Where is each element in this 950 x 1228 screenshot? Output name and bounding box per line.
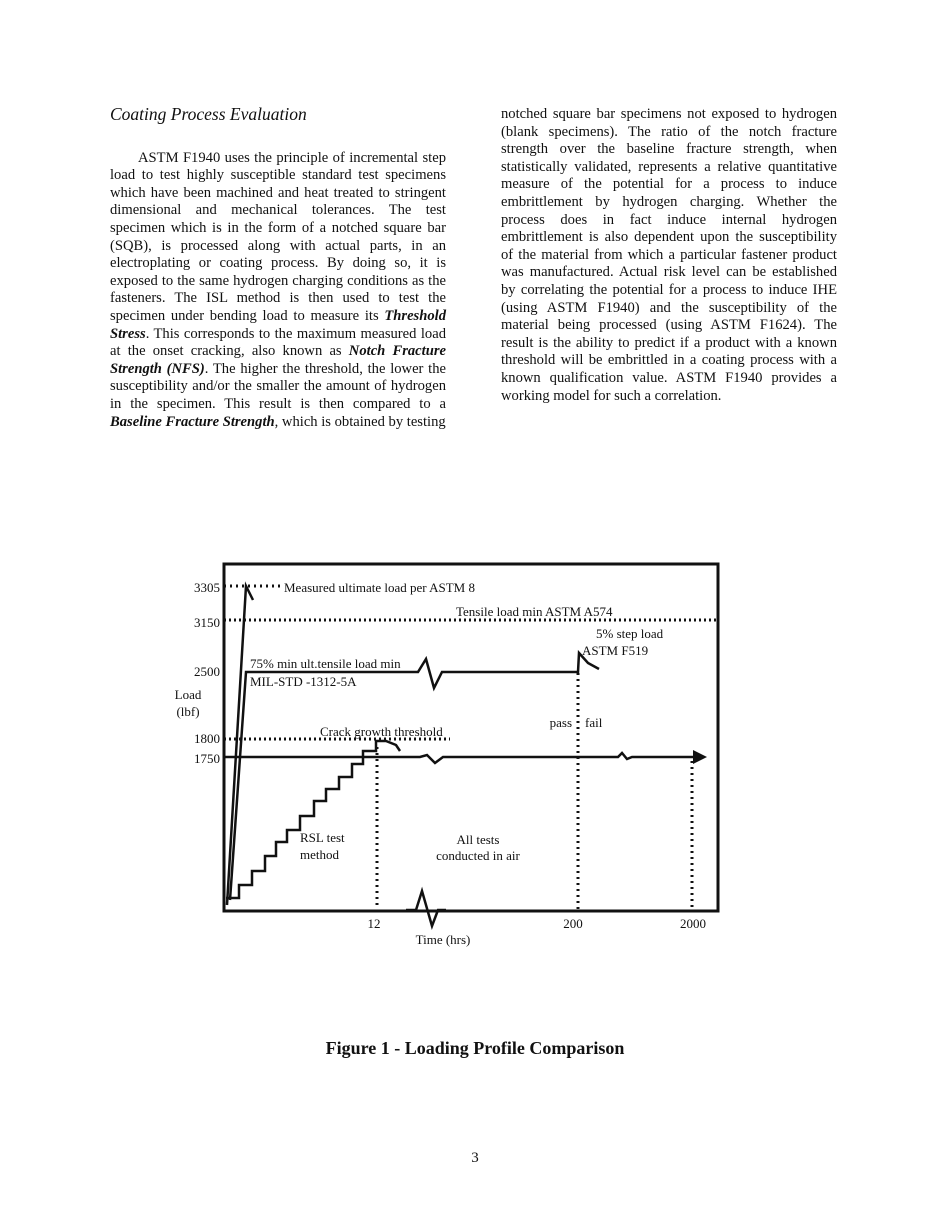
right-body-paragraph: notched square bar specimens not exposed to hydrogen (blank specimens). The ratio of the notch fracture strength over the baseline fracture strength, when statistically validated, represents a relative quantitative measure of the potential for a process to induce embrittlement by hydrogen charging. Whether the process does in fact induce internal hydrogen embrittlement is also dependent upon the susceptibility of the material from which a particular fastener product was manufactured. Actual risk level can be established by correlating the potential for a process to induce IHE (using ASTM F1940) and the susceptibility of the material being processed (using ASTM F1624). The result is the ability to predict if a product with a known threshold will be embrittled in a coating process with a known qualification value. ASTM F1940 provides a working model for such a correlation. [501,106,837,404]
step-load-label-2: ASTM F519 [582,643,649,658]
left-text-3: . The higher the threshold, the lower the susceptibility and/or the smaller the amount of hydrogen in the specimen. This result is then compared to a [110,360,446,412]
section-title: Coating Process Evaluation [110,104,307,124]
left-column [110,106,446,431]
x-axis-break [406,891,446,926]
x-tick-12: 12 [367,916,381,931]
y-label-line1: Load [174,687,202,702]
crack-threshold-label: Crack growth threshold [320,724,443,739]
rsl-label-1: RSL test [300,830,345,845]
mil-std-profile [230,653,599,900]
hold-line-1750 [224,753,693,763]
y-axis [175,580,220,766]
pass-label: pass [549,715,572,730]
x-tick-200: 200 [563,916,583,931]
nfs-term: Notch Fracture Strength (NFS) [110,343,446,377]
y-tick-2500: 2500 [194,664,220,679]
y-tick-3305: 3305 [194,580,220,595]
mil-std-label-1: 75% min ult.tensile load min [250,656,401,671]
baseline-term: Baseline Fracture Strength [110,413,275,430]
left-body-paragraph [110,150,446,432]
y-tick-3150: 3150 [194,615,220,630]
y-tick-1800: 1800 [194,731,220,746]
left-text-4: , which is obtained by testing [274,413,446,430]
tensile-min-label: Tensile load min ASTM A574 [456,604,613,619]
rsl-step-profile [226,741,400,898]
y-tick-1750: 1750 [194,751,220,766]
page-number: 3 [471,1150,479,1166]
y-label-line2: (lbf) [176,704,200,719]
figure-caption: Figure 1 - Loading Profile Comparison [325,1038,625,1058]
x-axis-label: Time (hrs) [415,932,471,947]
threshold-stress-term: Threshold Stress [110,307,446,342]
rsl-label-2: method [300,847,339,862]
right-column [501,106,837,405]
mil-std-label-2: MIL-STD -1312-5A [250,674,357,689]
left-text-1: ASTM F1940 uses the principle of incremental step load to test highly susceptible standard test specimens which have been machined and heat treated to stringent dimensional and mechanical tolerances. The test specimen which is in the form of a notched square bar (SQB), is processed along with actual parts, in an electroplating or coating process. By doing so, it is exposed to the same hydrogen charging conditions as the fasteners. The ISL method is then used to test the specimen under bending load to measure its [110,149,446,324]
air-label-2: conducted in air [436,848,520,863]
fail-label: fail [585,715,603,730]
hold-arrowhead [693,750,707,764]
loading-profile-chart [160,555,760,955]
ultimate-load-label: Measured ultimate load per ASTM 8 [284,580,475,595]
air-label-1: All tests [456,832,500,847]
step-load-label-1: 5% step load [596,626,664,641]
x-tick-2000: 2000 [680,916,706,931]
left-text-2: . This corresponds to the maximum measured load at the onset cracking, also known as [110,325,446,360]
